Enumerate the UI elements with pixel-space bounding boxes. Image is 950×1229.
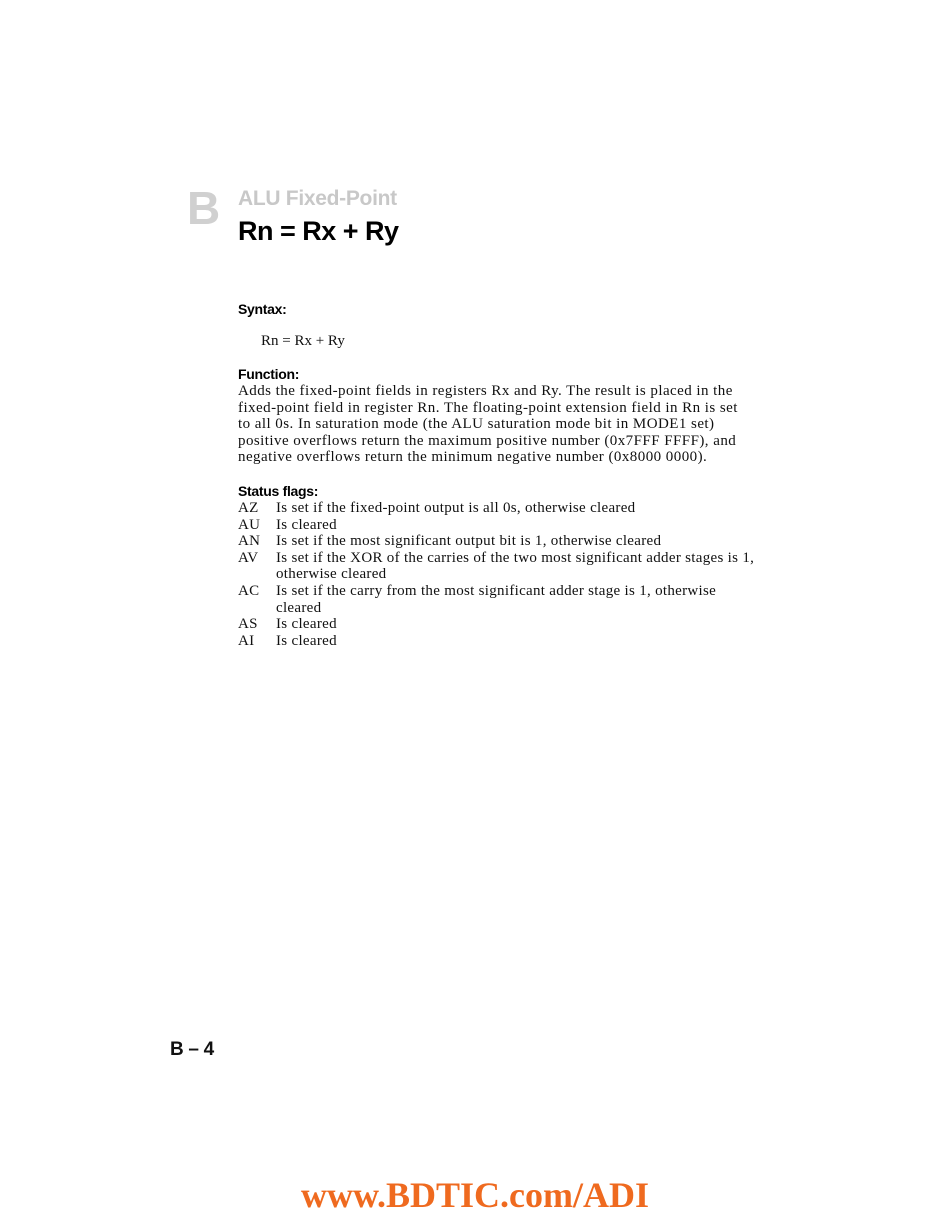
flag-row-as: [238, 616, 758, 633]
flag-row-av: [238, 550, 758, 583]
status-flags-list: [238, 500, 758, 649]
status-flags-heading: Status flags:: [238, 482, 319, 499]
page-title: Rn = Rx + Ry: [238, 216, 399, 246]
flag-description: Is set if the carry from the most significant adder stage is 1, otherwise cleared: [276, 582, 717, 616]
flag-description: Is cleared: [276, 516, 337, 533]
appendix-letter: B: [187, 182, 221, 234]
flag-row-au: [238, 517, 758, 534]
flag-row-az: [238, 500, 758, 517]
flag-description: Is cleared: [276, 632, 337, 649]
flag-description: Is set if the most significant output bit is 1, otherwise cleared: [276, 533, 662, 550]
watermark-link[interactable]: www.BDTIC.com/ADI: [300, 1175, 649, 1215]
function-heading: Function:: [238, 366, 300, 382]
syntax-heading: Syntax:: [238, 301, 287, 317]
flag-code: AS: [238, 616, 258, 633]
instruction-content: [238, 298, 758, 649]
flag-description: Is set if the fixed-point output is all 0s, otherwise cleared: [276, 499, 636, 516]
flag-code: AZ: [238, 499, 259, 516]
flag-code: AI: [238, 632, 255, 649]
flag-code: AU: [238, 516, 261, 533]
flag-row-ac: [238, 583, 758, 616]
syntax-code: Rn = Rx + Ry: [261, 333, 345, 349]
flag-code: AV: [238, 549, 259, 566]
flag-description: Is cleared: [276, 616, 337, 633]
flag-row-an: [238, 533, 758, 550]
section-name: ALU Fixed-Point: [238, 187, 397, 210]
function-description: Adds the fixed-point fields in registers Rx and Ry. The result is placed in the fixed-point field in register Rn. The floating-point extension field in Rn is set to all 0s. In saturation mode (the ALU saturation mode bit in MODE1 set) positive overflows return the maximum positive number (0x7FFF FFFF), and negative overflows return the minimum negative number (0x8000 0000).: [238, 383, 738, 466]
page-number: B – 4: [170, 1039, 214, 1060]
flag-code: AC: [238, 582, 260, 599]
flag-row-ai: [238, 633, 758, 650]
flag-code: AN: [238, 533, 261, 550]
flag-description: Is set if the XOR of the carries of the two most significant adder stages is 1, otherwise cleared: [276, 549, 755, 583]
